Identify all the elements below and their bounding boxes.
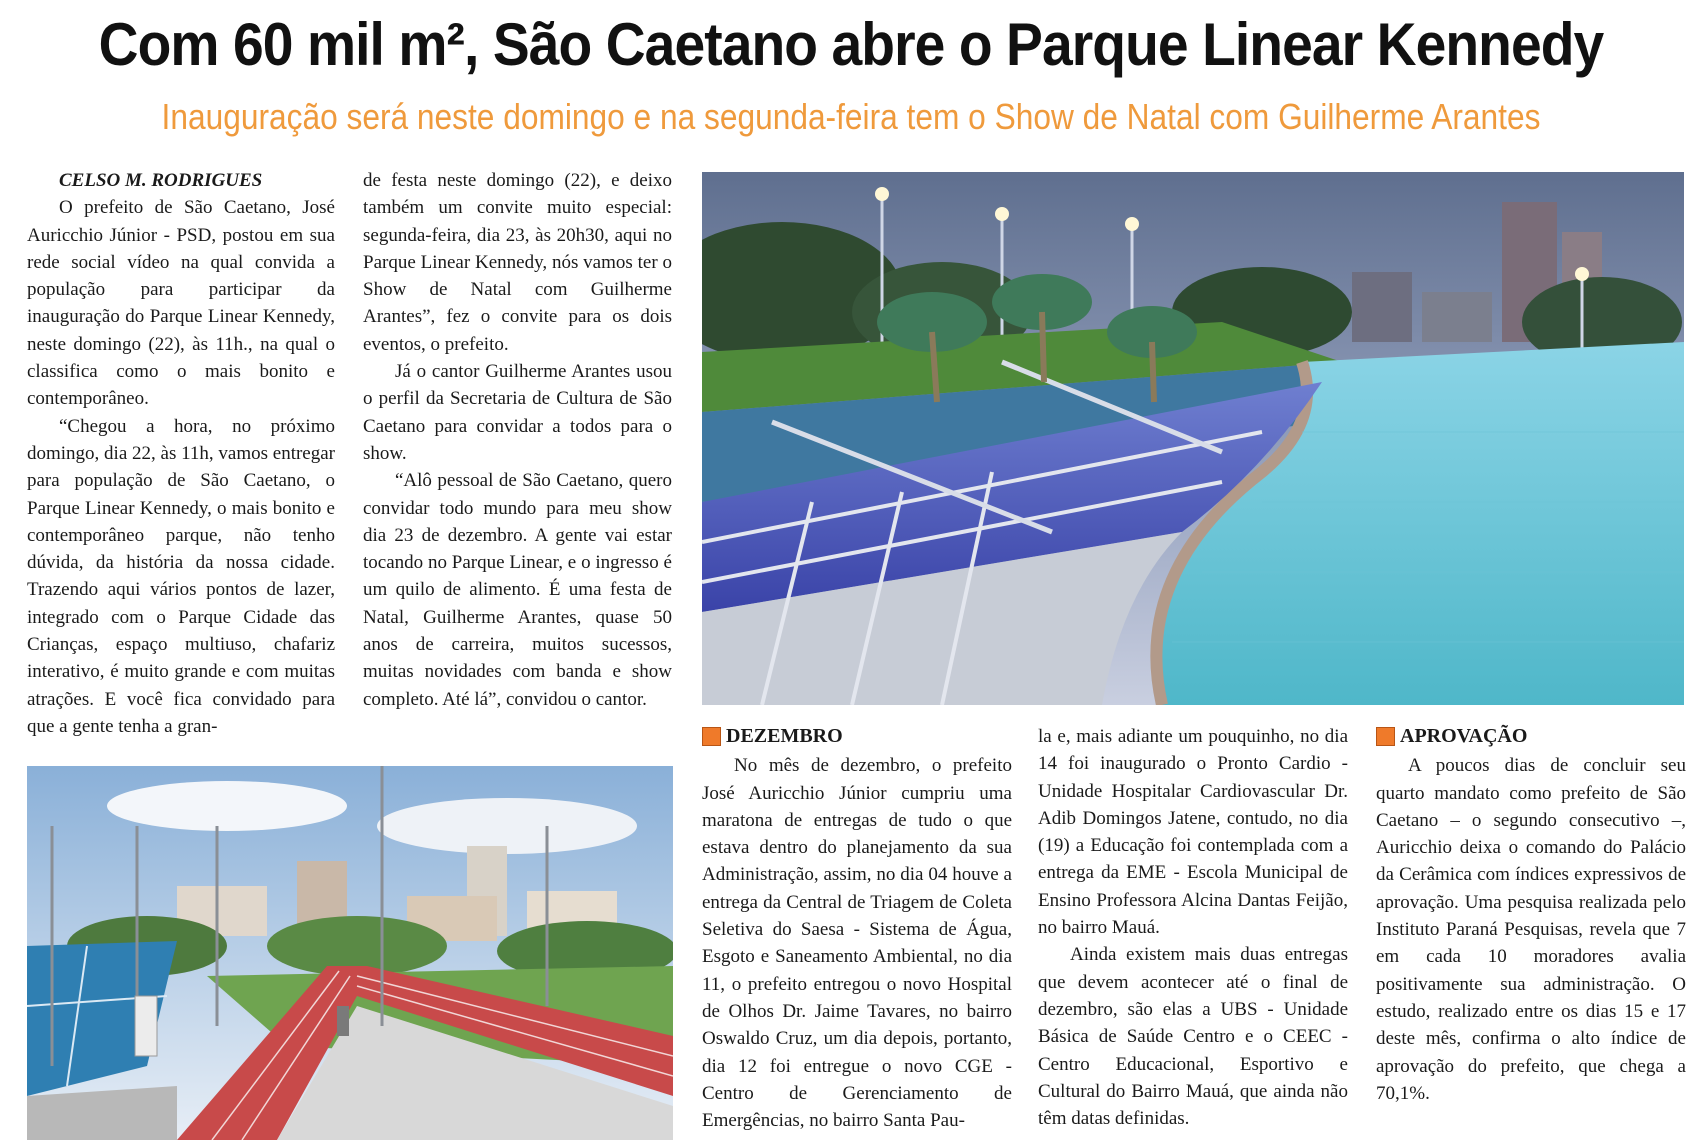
paragraph: de festa neste domingo (22), e deixo também um convite muito especial: segunda-feira, dia 23, às 20h30, aqui no Parque Linear Kennedy, nós vamos ter o Show de Natal com Guilherme Arantes”, fez o convite para os dois eventos, o prefeito.: [363, 170, 672, 355]
paragraph: “Alô pessoal de São Caetano, quero convidar todo mundo para meu show dia 23 de dezembro. A gente vai estar tocando no Parque Linear, e o ingresso é um quilo de alimento. É uma festa de Natal, Guilherme Arantes, quase 50 anos de carreira, muitos sucessos, muitas novidades com banda e show completo. Até lá”, convidou o cantor.: [363, 470, 672, 710]
square-bullet-icon: [702, 727, 721, 746]
park-pool-illustration: [702, 172, 1684, 705]
section-heading-dezembro: [702, 723, 1012, 750]
paragraph: A poucos dias de concluir seu quarto mandato como prefeito de São Caetano – o segundo consecutivo –, Auricchio deixa o comando do Palácio da Cerâmica com índices expressivos de aprovação. Uma pesquisa realizada pelo Instituto Paraná Pesquisas, revela que 7 em cada 10 moradores avalia positivamente sua administração. O estudo, realizado entre os dias 15 e 17 deste mês, confirma o alto índice de aprovação do prefeito, que chega a 70,1%.: [1376, 755, 1686, 1104]
subheadline: Inauguração será neste domingo e na segunda-feira tem o Show de Natal com Guilherme Arantes: [161, 96, 1541, 137]
article-column-4: [1038, 723, 1348, 1132]
paragraph: Já o cantor Guilherme Arantes usou o perfil da Secretaria de Cultura de São Caetano para convidar a todos para o show.: [363, 361, 672, 464]
section-heading-label: APROVAÇÃO: [1400, 725, 1528, 747]
park-pool-photo: [702, 172, 1684, 705]
park-track-illustration: [27, 766, 673, 1140]
paragraph: No mês de dezembro, o prefeito José Auricchio Júnior cumpriu uma maratona de entregas de tudo o que estava dentro do planejamento da sua Administração, assim, no dia 04 houve a entrega da Central de Triagem de Coleta Seletiva do Saesa - Sistema de Água, Esgoto e Saneamento Ambiental, no dia 11, o prefeito entregou o novo Hospital de Olhos Dr. Jaime Tavares, no bairro Oswaldo Cruz, um dia depois, portanto, dia 12 foi entregue o novo CGE - Centro de Gerenciamento de Emergências, no bairro Santa Pau-: [702, 755, 1012, 1132]
article-column-1: [27, 167, 335, 740]
article-column-3: [702, 723, 1012, 1134]
square-bullet-icon: [1376, 727, 1395, 746]
park-track-photo: [27, 766, 673, 1140]
paragraph: la e, mais adiante um pouquinho, no dia 14 foi inaugurado o Pronto Cardio - Unidade Hospitalar Cardiovascular Dr. Adib Domingos Jatene, contudo, no dia (19) a Educação foi contemplada com a entrega da EME - Escola Municipal de Ensino Professora Alcina Dantas Feijão, no bairro Mauá.: [1038, 726, 1348, 939]
section-heading-label: DEZEMBRO: [726, 725, 843, 747]
byline: CELSO M. RODRIGUES: [59, 170, 263, 191]
paragraph: Ainda existem mais duas entregas que devem acontecer até o final de dezembro, são elas a UBS - Unidade Básica de Saúde Centro e o CEEC - Centro Educacional, Esportivo e Cultural do Bairro Mauá, que ainda não têm datas definidas.: [1038, 944, 1348, 1130]
section-heading-aprovacao: [1376, 723, 1686, 750]
article-column-5: [1376, 723, 1686, 1107]
paragraph: O prefeito de São Caetano, José Auricchio Júnior - PSD, postou em sua rede social vídeo na qual convida a população para participar da inauguração do Parque Linear Kennedy, neste domingo (22), às 11h., na qual o classifica como o mais bonito e contemporâneo.: [27, 197, 335, 410]
paragraph: “Chegou a hora, no próximo domingo, dia 22, às 11h, vamos entregar para população de São Caetano, o Parque Linear Kennedy, o mais bonito e contemporâneo parque, não tenho dúvida, da história da nossa cidade. Trazendo aqui vários pontos de lazer, integrado com o Parque Cidade das Crianças, espaço multiuso, chafariz interativo, é muito grande e com muitas atrações. E você fica convidado para que a gente tenha a gran-: [27, 415, 335, 737]
article-column-2: [363, 167, 672, 713]
headline: Com 60 mil m², São Caetano abre o Parque Linear Kennedy: [98, 11, 1604, 78]
